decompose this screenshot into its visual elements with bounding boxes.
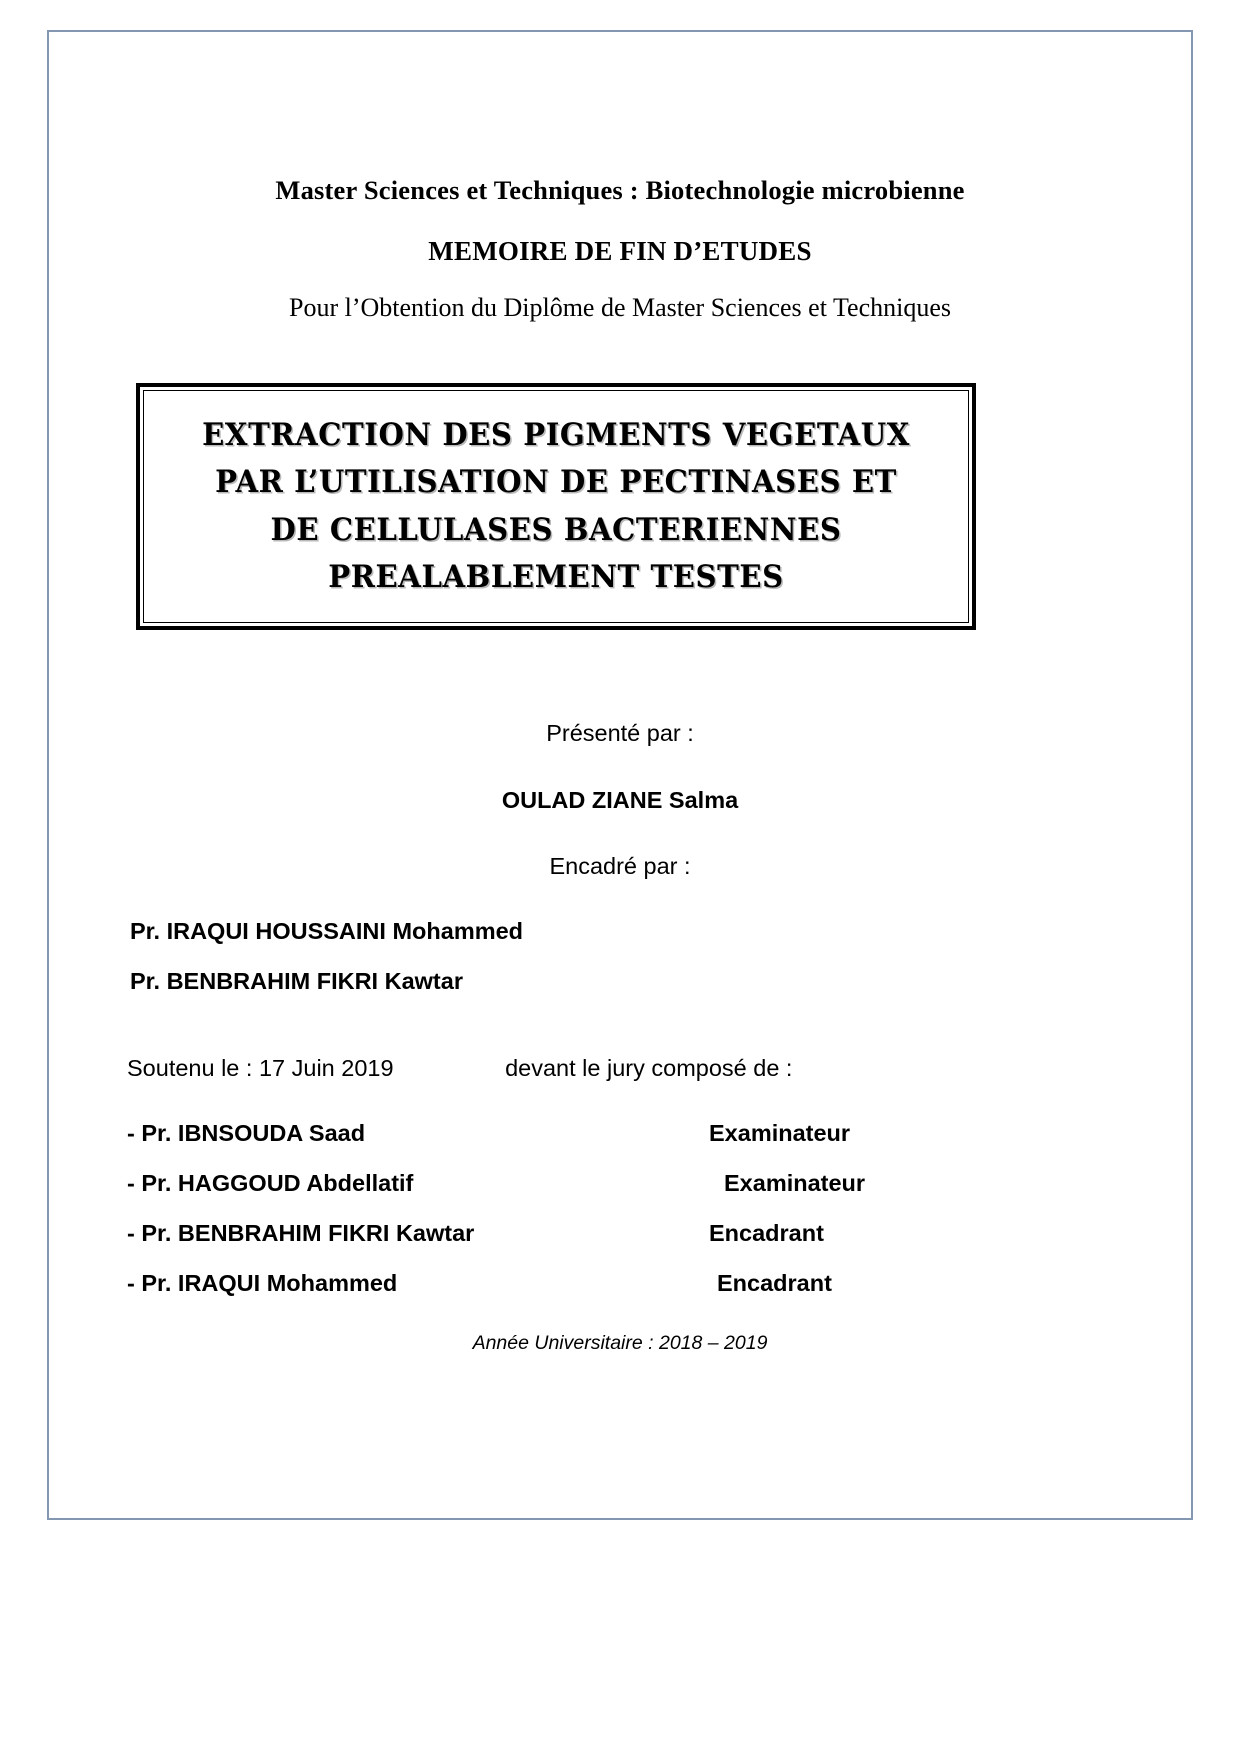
supervisor-2: Pr. BENBRAHIM FIKRI Kawtar — [130, 968, 463, 994]
degree-purpose: Pour l’Obtention du Diplôme de Master Sciences et Techniques — [289, 292, 951, 322]
jury-member-role: Encadrant — [717, 1270, 832, 1296]
jury-member-name: - Pr. HAGGOUD Abdellatif — [127, 1170, 414, 1196]
jury-member-role: Examinateur — [724, 1170, 866, 1196]
thesis-title — [169, 412, 944, 600]
defense-row — [127, 1055, 1127, 1082]
jury-member-name: - Pr. BENBRAHIM FIKRI Kawtar — [127, 1220, 475, 1246]
supervisor-1: Pr. IRAQUI HOUSSAINI Mohammed — [130, 918, 524, 944]
thesis-title-line-2: PAR L’UTILISATION DE PECTINASES ET — [215, 464, 897, 501]
jury-row — [127, 1120, 1137, 1170]
presented-by-label: Présenté par : — [546, 720, 694, 746]
author-name: OULAD ZIANE Salma — [501, 787, 739, 813]
supervised-by-label: Encadré par : — [549, 853, 691, 879]
jury-member-name: - Pr. IRAQUI Mohammed — [127, 1270, 398, 1296]
jury-row — [127, 1170, 1137, 1220]
page-content — [47, 30, 1193, 1520]
thesis-title-line-4: PREALABLEMENT TESTES — [328, 558, 784, 595]
defense-date: Soutenu le : 17 Juin 2019 — [127, 1055, 394, 1081]
jury-member-role: Examinateur — [709, 1120, 851, 1146]
jury-member-name: - Pr. IBNSOUDA Saad — [127, 1120, 366, 1146]
thesis-title-box — [136, 383, 976, 630]
jury-member-role: Encadrant — [709, 1220, 824, 1246]
jury-intro-label: devant le jury composé de : — [505, 1055, 793, 1081]
jury-list — [127, 1120, 1137, 1320]
academic-year-footer: Année Universitaire : 2018 – 2019 — [472, 1332, 768, 1354]
document-type: MEMOIRE DE FIN D’ETUDES — [428, 235, 812, 266]
jury-row — [127, 1220, 1137, 1270]
thesis-title-inner-border — [143, 390, 969, 623]
thesis-title-line-3: DE CELLULASES BACTERIENNES — [270, 511, 842, 548]
header-block — [47, 175, 1193, 323]
thesis-title-line-1: EXTRACTION DES PIGMENTS VEGETAUX — [202, 417, 910, 454]
jury-row — [127, 1270, 1137, 1320]
program-title: Master Sciences et Techniques : Biotechnologie microbienne — [275, 175, 965, 205]
